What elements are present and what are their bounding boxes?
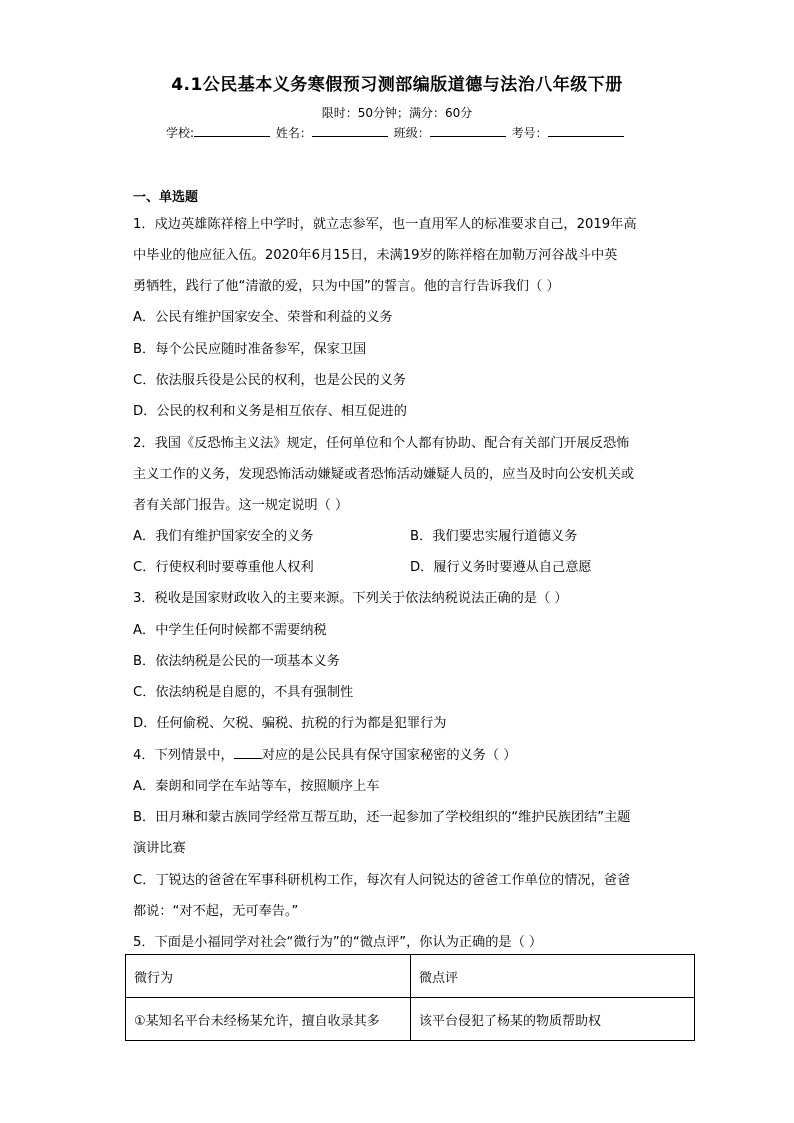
table-cell: 该平台侵犯了杨某的物质帮助权 — [411, 998, 695, 1041]
q4-answer-blank — [234, 748, 262, 759]
table-header-cell: 微行为 — [126, 955, 411, 998]
table-header-cell: 微点评 — [411, 955, 695, 998]
q1-stem-line-2: 中毕业的他应征入伍。2020年6月15日，未满19岁的陈祥榕在加勒万河谷战斗中英 — [133, 248, 618, 263]
q4-option-b-line-1: B．田月琳和蒙古族同学经常互帮互助，还一起参加了学校组织的“维护民族团结”主题 — [133, 810, 631, 825]
table-cell: ①某知名平台未经杨某允许，擅自收录其多 — [126, 998, 411, 1041]
q2-stem-line-2: 主义工作的义务，发现恐怖活动嫌疑或者恐怖活动嫌疑人员的，应当及时向公安机关或 — [133, 467, 635, 482]
q3-option-b: B．依法纳税是公民的一项基本义务 — [133, 654, 340, 669]
school-field[interactable] — [194, 125, 270, 137]
exam-no-label: 考号： — [511, 126, 548, 140]
q1-option-d: D．公民的权利和义务是相互依存、相互促进的 — [133, 404, 407, 419]
class-field[interactable] — [430, 125, 506, 137]
q3-option-c: C．依法纳税是自愿的，不具有强制性 — [133, 685, 354, 700]
q1-option-c: C．依法服兵役是公民的权利，也是公民的义务 — [133, 373, 406, 388]
q4-option-a: A．秦朗和同学在车站等车，按照顺序上车 — [133, 779, 380, 794]
q2-stem-line-3: 者有关部门报告。这一规定说明（ ） — [133, 498, 349, 513]
q2-option-b: B．我们要忠实履行道德义务 — [410, 529, 578, 544]
q4-option-b-line-2: 演讲比赛 — [133, 841, 186, 856]
q1-stem-line-1: 1．戍边英雄陈祥榕上中学时，就立志参军，也一直用军人的标准要求自己，2019年高 — [133, 217, 637, 232]
q2-stem-line-1: 2．我国《反恐怖主义法》规定，任何单位和个人都有协助、配合有关部门开展反恐怖 — [133, 436, 630, 451]
q5-table — [125, 954, 695, 1041]
student-info-row — [166, 124, 626, 141]
q5-stem: 5．下面是小福同学对社会“微行为”的“微点评”，你认为正确的是（ ） — [133, 935, 543, 950]
section-heading: 一、单选题 — [133, 190, 199, 205]
q4-stem-suffix: 对应的是公民具有保守国家秘密的义务（ ） — [261, 748, 517, 763]
q1-option-a: A．公民有维护国家安全、荣誉和利益的义务 — [133, 310, 393, 325]
exam-time-score: 限时：50分钟；满分：60分 — [321, 106, 473, 120]
q3-stem: 3．税收是国家财政收入的主要来源。下列关于依法纳税说法正确的是（ ） — [133, 591, 568, 606]
q4-stem-prefix: 4．下列情景中， — [133, 748, 234, 763]
q2-option-a: A．我们有维护国家安全的义务 — [133, 529, 314, 544]
class-label: 班级： — [393, 126, 430, 140]
name-label: 姓名： — [275, 126, 312, 140]
q1-option-b: B．每个公民应随时准备参军，保家卫国 — [133, 342, 367, 357]
q3-option-a: A．中学生任何时候都不需要纳税 — [133, 623, 327, 638]
q2-option-d: D．履行义务时要遵从自己意愿 — [410, 560, 592, 575]
name-field[interactable] — [312, 125, 388, 137]
q4-option-c-line-1: C．丁锐达的爸爸在军事科研机构工作，每次有人问锐达的爸爸工作单位的情况，爸爸 — [133, 873, 631, 888]
q1-stem-line-3: 勇牺牲，践行了他“清澈的爱，只为中国”的誓言。他的言行告诉我们（ ） — [133, 279, 560, 294]
q4-stem — [133, 744, 516, 763]
q4-option-c-line-2: 都说：“对不起，无可奉告。” — [133, 904, 299, 919]
page-title: 4.1公民基本义务寒假预习测部编版道德与法治八年级下册 — [171, 75, 623, 95]
q3-option-d: D．任何偷税、欠税、骗税、抗税的行为都是犯罪行为 — [133, 716, 447, 731]
table-row — [126, 998, 695, 1041]
school-label: 学校: — [166, 126, 195, 140]
exam-no-field[interactable] — [548, 125, 624, 137]
table-header-row — [126, 955, 695, 998]
q2-option-c: C．行使权利时要尊重他人权利 — [133, 560, 314, 575]
